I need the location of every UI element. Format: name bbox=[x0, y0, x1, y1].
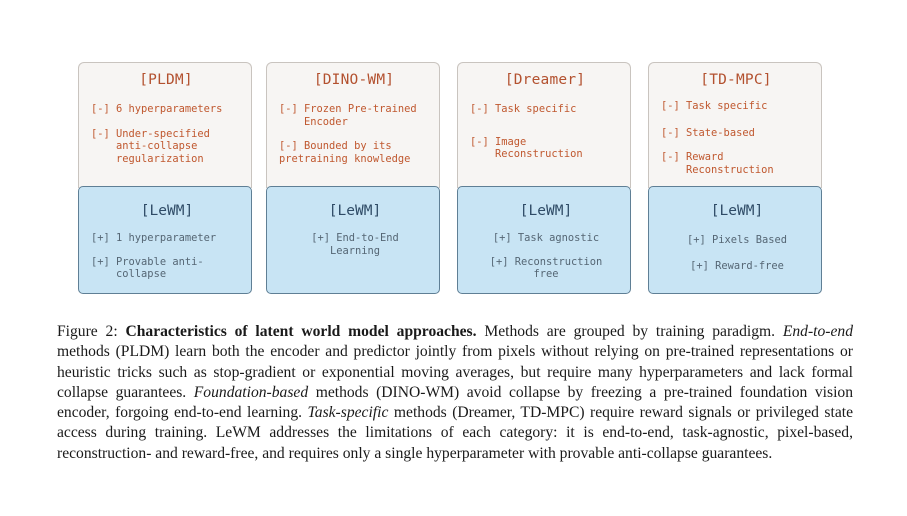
lewm-card-pldm bbox=[78, 186, 252, 294]
caption-text: Methods are grouped by training paradigm. bbox=[484, 323, 776, 340]
advantage-item: [+] Reconstruction free bbox=[489, 255, 603, 280]
limitation-item: [-] Task specific bbox=[661, 100, 768, 112]
method-title: [PLDM] bbox=[139, 72, 193, 88]
method-card-dino-wm bbox=[266, 62, 440, 188]
method-title: [Dreamer] bbox=[504, 72, 586, 88]
method-title: [DINO-WM] bbox=[313, 72, 395, 88]
caption-text: methods (DINO-WM) avoid collapse by freezing a pre-trained foundation vision encoder, forgoing end-to-end learning. bbox=[57, 383, 854, 422]
caption-term-end-to-end: End-to-end bbox=[782, 323, 854, 340]
lewm-card-dino-wm bbox=[266, 186, 440, 294]
lewm-card-dreamer bbox=[457, 186, 631, 294]
limitation-item: [-] State-based bbox=[661, 126, 755, 139]
figure-label: Figure 2: bbox=[57, 323, 118, 340]
advantage-item: [+] Reward-free bbox=[690, 259, 784, 272]
advantage-item: [+] End-to-End Learning bbox=[311, 232, 399, 257]
caption-term-task-specific: Task-specific bbox=[307, 404, 389, 422]
limitation-item: [-] 6 hyperparameters bbox=[91, 103, 223, 115]
caption-text: methods (PLDM) learn both the encoder and predictor jointly from pixels without relying on pre-trained representations or heuristic tricks such as stop-gradient or exponential moving averages, but require many hyperparameters and lack formal collapse guarantees. bbox=[57, 343, 853, 401]
method-column-td-mpc bbox=[648, 62, 822, 294]
method-card-dreamer bbox=[457, 62, 631, 188]
caption-text: methods (Dreamer, TD-MPC) require reward signals or privileged state access during training. LeWM addresses the limitations of each category: it is end-to-end, task-agnostic, pixel-based, reconstruction- and reward-free, and requires only a single hyperparameter with provable anti-collapse guarantees. bbox=[57, 404, 853, 462]
caption-term-foundation-based: Foundation-based bbox=[193, 383, 309, 401]
advantage-item: [+] 1 hyperparameter bbox=[91, 232, 217, 244]
method-column-dreamer bbox=[457, 62, 631, 294]
method-title: [TD-MPC] bbox=[700, 72, 772, 88]
limitation-item: [-] Image Reconstruction bbox=[470, 135, 583, 160]
limitation-item: [-] Task specific bbox=[470, 103, 577, 115]
method-column-dino-wm bbox=[266, 62, 440, 294]
limitation-item: [-] Frozen Pre-trained Encoder bbox=[279, 103, 417, 128]
advantage-item: [+] Task agnostic bbox=[492, 232, 600, 244]
lewm-title: [LeWM] bbox=[140, 203, 194, 219]
limitation-item: [-] Reward Reconstruction bbox=[661, 151, 774, 176]
limitation-item: [-] Bounded by its pretraining knowledge bbox=[279, 140, 411, 165]
caption-title: Characteristics of latent world model approaches. bbox=[125, 323, 477, 340]
lewm-title: [LeWM] bbox=[519, 203, 573, 219]
advantage-item: [+] Pixels Based bbox=[686, 234, 788, 246]
limitation-item: [-] Under-specified anti-collapse regularization bbox=[91, 127, 210, 165]
advantage-item: [+] Provable anti- collapse bbox=[91, 255, 204, 280]
method-column-pldm bbox=[78, 62, 252, 294]
figure-caption bbox=[57, 322, 853, 464]
lewm-card-td-mpc bbox=[648, 186, 822, 294]
method-card-pldm bbox=[78, 62, 252, 188]
lewm-title: [LeWM] bbox=[710, 203, 764, 219]
lewm-title: [LeWM] bbox=[328, 203, 382, 219]
method-card-td-mpc bbox=[648, 62, 822, 188]
